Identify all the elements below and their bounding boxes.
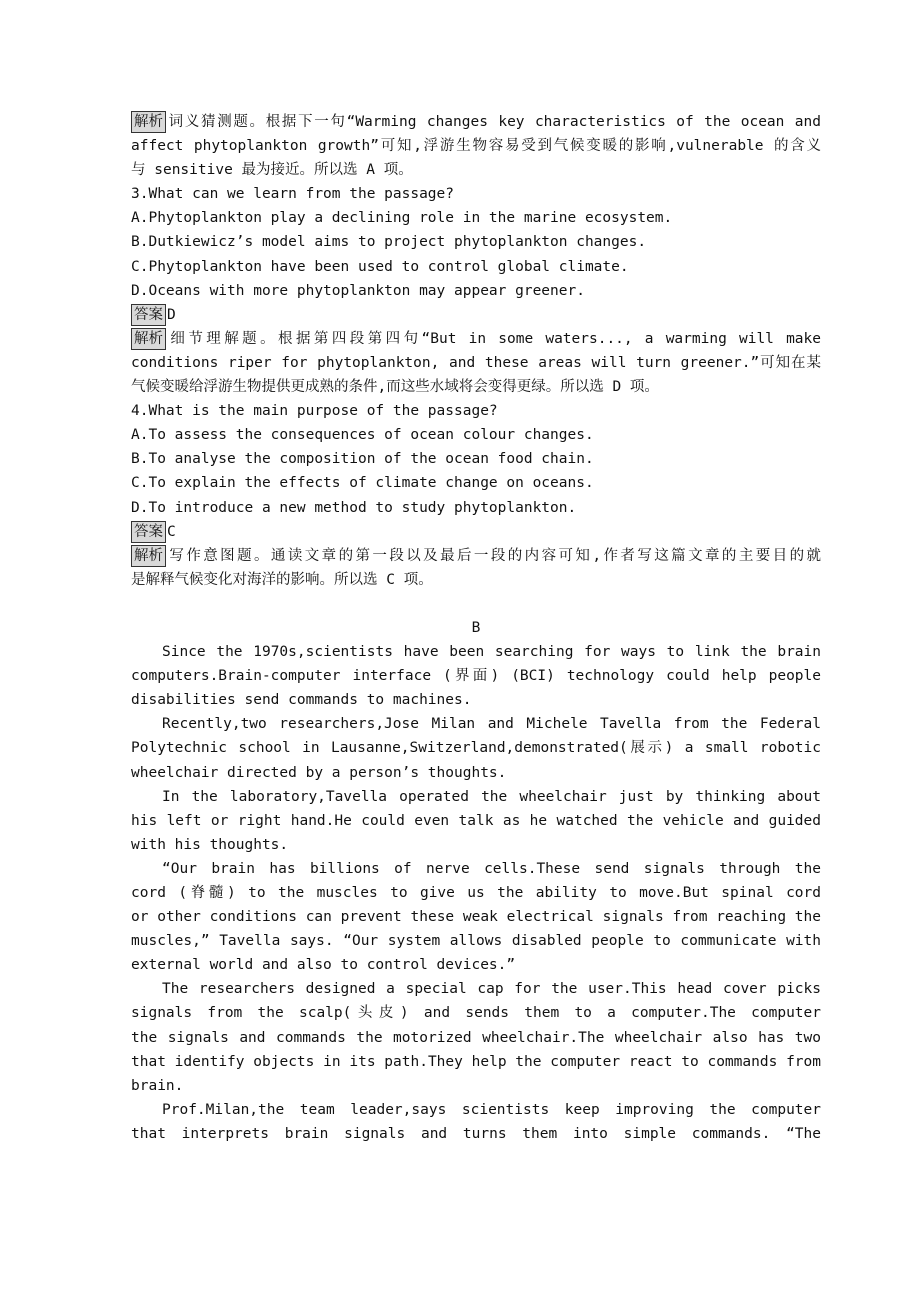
q4-analysis-line: 解析 写作意图题。通读文章的第一段以及最后一段的内容可知,作者写这篇文章的主要目的就: [131, 544, 821, 568]
q3-analysis-line: 解析 细节理解题。根据第四段第四句“But in some waters..., a warming will make: [131, 327, 821, 351]
analysis-tag: 解析: [131, 545, 166, 567]
analysis-tag: 解析: [131, 111, 166, 133]
q2-analysis-line: 与 sensitive 最为接近。所以选 A 项。: [131, 162, 413, 179]
paragraph-line: that interprets brain signals and turns them into simple commands. “The: [131, 1125, 821, 1142]
q2-analysis-line: 解析 词义猜测题。根据下一句“Warming changes key characteristics of the ocean and: [131, 110, 821, 134]
paragraph-line: Prof.Milan,the team leader,says scientists keep improving the computer: [162, 1101, 821, 1118]
paragraph-line: signals from the scalp(头皮) and sends them to a computer.The computer: [131, 1005, 821, 1022]
q4-option-b: B.To analyse the composition of the ocean food chain.: [131, 451, 594, 468]
paragraph: [131, 712, 821, 784]
paragraph-line: Polytechnic school in Lausanne,Switzerland,demonstrated(展示) a small robotic: [131, 740, 821, 757]
paragraph-line: Recently,two researchers,Jose Milan and Michele Tavella from the Federal: [162, 716, 821, 733]
q3-answer-value: D: [167, 306, 176, 323]
paragraph: [131, 977, 821, 1097]
paragraph-line: In the laboratory,Tavella operated the wheelchair just by thinking about: [162, 788, 821, 805]
q3-option-c: C.Phytoplankton have been used to control global climate.: [131, 258, 629, 275]
analysis-tag: 解析: [131, 328, 166, 350]
paragraph-line: disabilities send commands to machines.: [131, 692, 472, 709]
q4-option-a: A.To assess the consequences of ocean colour changes.: [131, 427, 594, 444]
q4-option-d: D.To introduce a new method to study phytoplankton.: [131, 499, 577, 516]
paragraph-line: the signals and commands the motorized wheelchair.The wheelchair also has two: [131, 1029, 821, 1046]
q4-answer: [131, 520, 821, 544]
paragraph-line: external world and also to control devices.”: [131, 957, 516, 974]
paragraph-line: cord (脊髓) to the muscles to give us the ability to move.But spinal cord: [131, 885, 821, 901]
paragraph-line: The researchers designed a special cap for the user.This head cover picks: [162, 981, 821, 998]
answer-tag: 答案: [131, 521, 166, 543]
paragraph-line: that identify objects in its path.They help the computer react to commands from: [131, 1053, 821, 1070]
document-page: [131, 110, 821, 1146]
paragraph-line: or other conditions can prevent these weak electrical signals from reaching the: [131, 909, 821, 926]
paragraph: [131, 1098, 821, 1146]
paragraph-line: “Our brain has billions of nerve cells.These send signals through the: [162, 860, 821, 877]
q2-analysis-line: affect phytoplankton growth”可知,浮游生物容易受到气候变暖的影响,vulnerable 的含义: [131, 138, 821, 155]
q3-answer: [131, 303, 821, 327]
paragraph-line: his left or right hand.He could even talk as he watched the vehicle and guided: [131, 812, 821, 829]
q3-option-b: B.Dutkiewicz’s model aims to project phytoplankton changes.: [131, 234, 647, 251]
q3-option-d: D.Oceans with more phytoplankton may appear greener.: [131, 282, 585, 299]
answer-tag: 答案: [131, 304, 166, 326]
q3-analysis-line: conditions riper for phytoplankton, and these areas will turn greener.”可知在某: [131, 354, 821, 371]
q4-option-c: C.To explain the effects of climate change on oceans.: [131, 475, 594, 492]
paragraph: [131, 857, 821, 977]
paragraph-line: brain.: [131, 1077, 184, 1094]
paragraph-line: wheelchair directed by a person’s thoughts.: [131, 764, 507, 781]
paragraph-line: with his thoughts.: [131, 836, 289, 853]
q3-option-a: A.Phytoplankton play a declining role in the marine ecosystem.: [131, 210, 673, 227]
paragraph: [131, 785, 821, 857]
paragraph: [131, 640, 821, 712]
paragraph-line: computers.Brain-computer interface (界面) (BCI) technology could help people: [131, 668, 821, 685]
q3-analysis-line: 气候变暖给浮游生物提供更成熟的条件,而这些水域将会变得更绿。所以选 D 项。: [131, 379, 659, 396]
paragraph-line: muscles,” Tavella says. “Our system allows disabled people to communicate with: [131, 933, 821, 950]
q4-analysis-line: 是解释气候变化对海洋的影响。所以选 C 项。: [131, 571, 433, 588]
q4-answer-value: C: [167, 523, 176, 540]
section-heading: B: [471, 619, 481, 636]
q4-question: 4.What is the main purpose of the passage?: [131, 403, 498, 420]
paragraph-line: Since the 1970s,scientists have been searching for ways to link the brain: [162, 644, 821, 661]
q3-question: 3.What can we learn from the passage?: [131, 186, 455, 203]
